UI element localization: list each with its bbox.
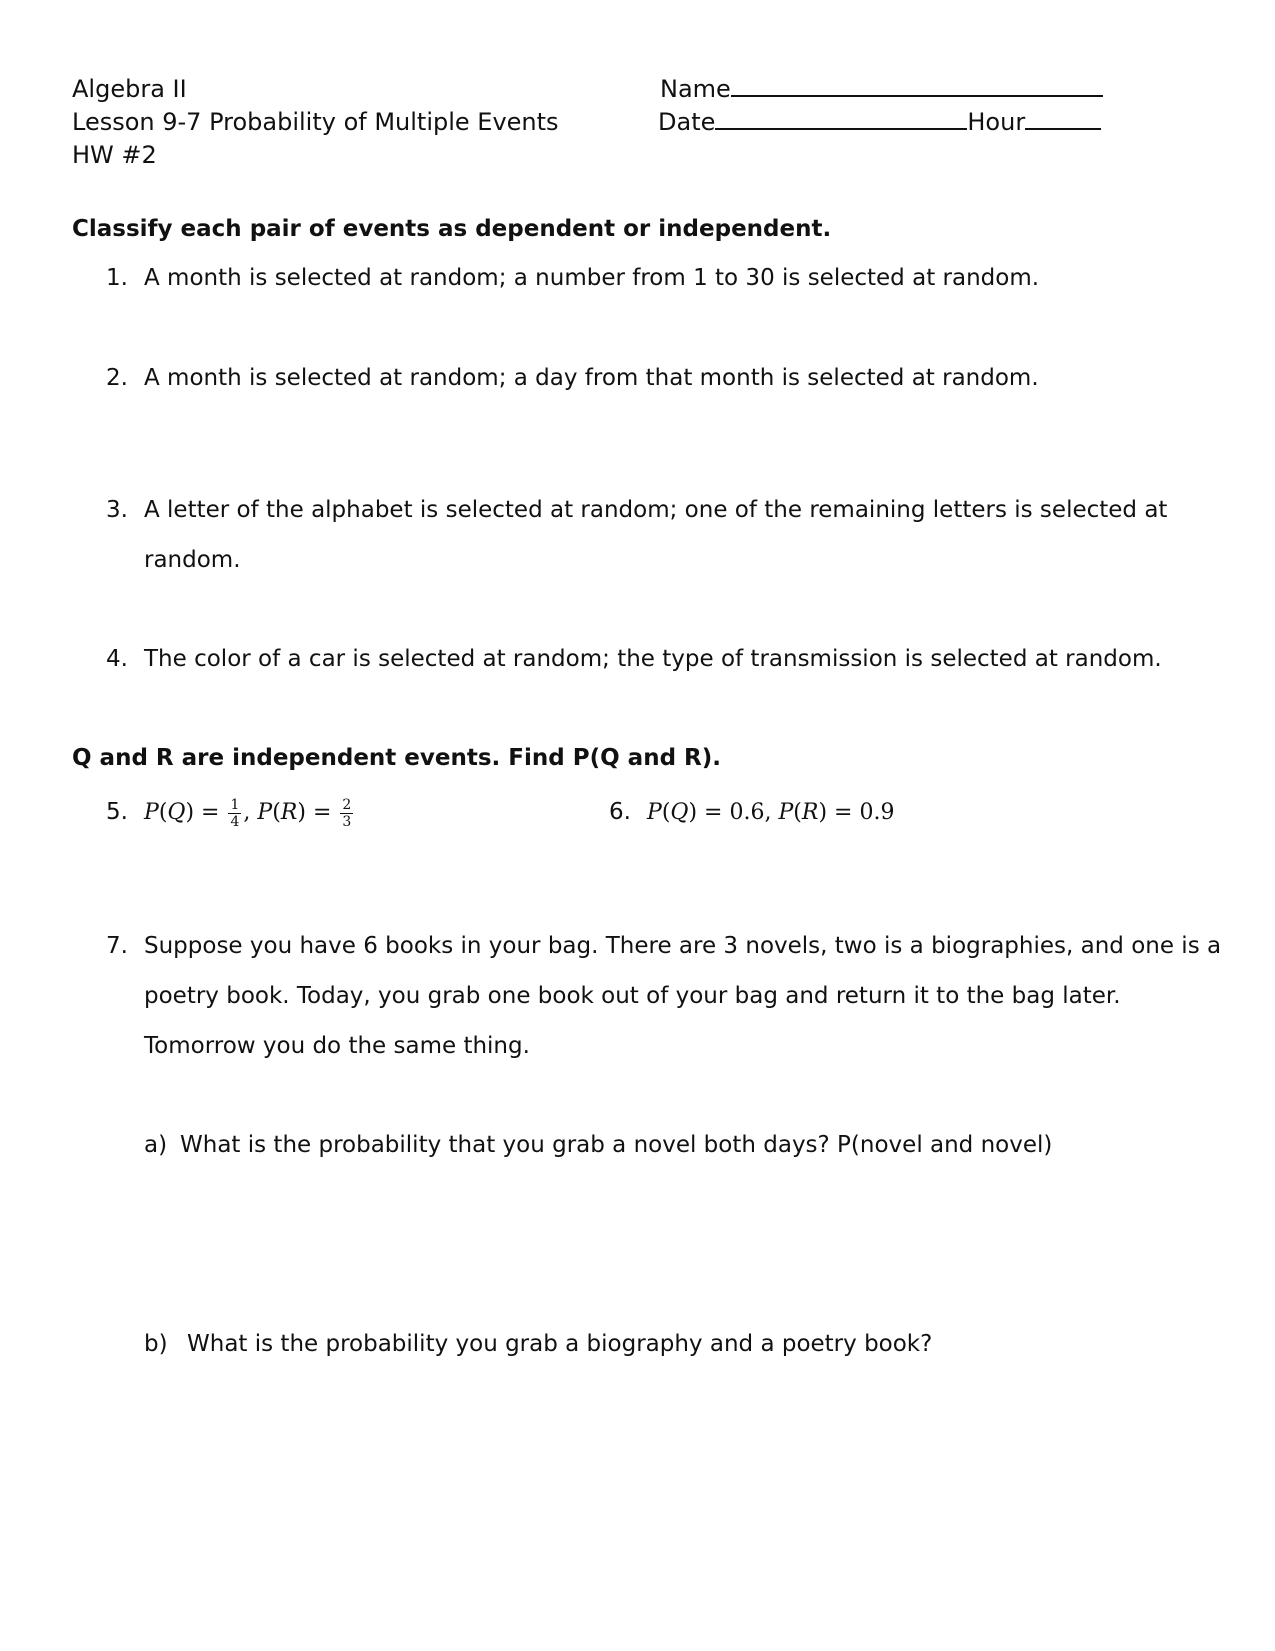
date-hour-field (658, 106, 1101, 138)
question-2: 2. A month is selected at random; a day from that month is selected at random. (106, 365, 1039, 391)
q6-expression: P(Q) = 0.6, P(R) = 0.9 (647, 800, 895, 825)
question-4: 4. The color of a car is selected at random; the type of transmission is selected at random. (106, 646, 1162, 672)
question-7-line3: Tomorrow you do the same thing. (144, 1033, 530, 1059)
q5-fraction-pr: $\frac{2}{3}$ (342, 796, 352, 830)
name-field (660, 73, 1103, 105)
question-7a: a) What is the probability that you grab a novel both days? P(novel and novel) (144, 1132, 1053, 1158)
q5-expression: P(Q) = $\frac{1}{4}$ , P(R) = $\frac{2}{3}$ (144, 796, 352, 830)
question-1: 1. A month is selected at random; a number from 1 to 30 is selected at random. (106, 265, 1040, 291)
homework-number: HW #2 (72, 141, 157, 169)
question-7: 7. Suppose you have 6 books in your bag. There are 3 novels, two is a biographies, and one is a (106, 933, 1222, 959)
section1-title: Classify each pair of events as dependent or independent. (72, 216, 832, 242)
question-5: 5. P(Q) = $\frac{1}{4}$ , P(R) = $\frac{2}{3}$ (106, 790, 355, 835)
question-3-continued: random. (144, 547, 241, 573)
date-label: Date (658, 108, 716, 136)
question-7b: b) What is the probability you grab a biography and a poetry book? (144, 1331, 933, 1357)
question-7-line2: poetry book. Today, you grab one book out of your bag and return it to the bag later. (144, 983, 1121, 1009)
date-blank (715, 106, 967, 130)
question-3: 3. A letter of the alphabet is selected at random; one of the remaining letters is selected at (106, 497, 1168, 523)
name-label: Name (660, 75, 731, 103)
course-title: Algebra II (72, 75, 187, 103)
q5-fraction-pq: $\frac{1}{4}$ (230, 796, 240, 830)
name-blank (731, 73, 1103, 97)
hour-blank (1025, 106, 1101, 130)
hour-label: Hour (967, 108, 1026, 136)
lesson-title: Lesson 9-7 Probability of Multiple Events (72, 108, 559, 136)
section2-title: Q and R are independent events. Find P(Q and R). (72, 745, 721, 771)
question-6: 6. P(Q) = 0.6, P(R) = 0.9 (609, 799, 895, 825)
